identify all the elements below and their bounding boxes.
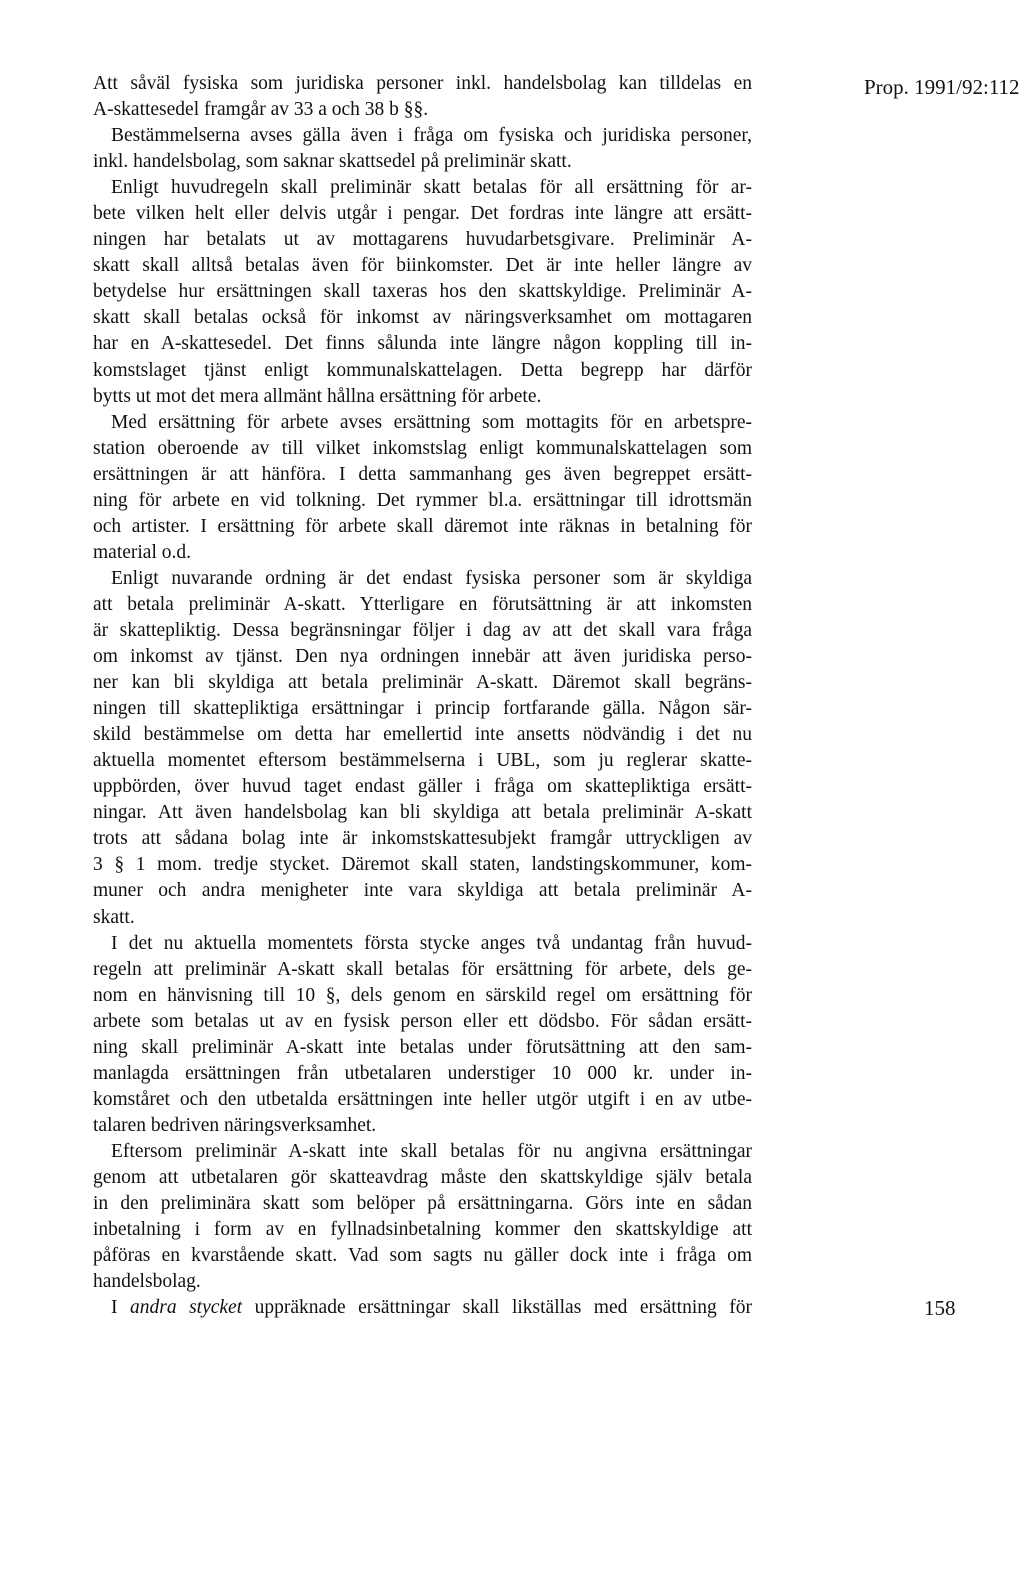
text-line: Eftersom preliminär A-skatt inte skall betalas för nu angivna ersättningar bbox=[111, 1140, 752, 1162]
text-line: inkl. handelsbolag, som saknar skattsedel på preliminär skatt. bbox=[93, 151, 572, 173]
text-line: station oberoende av till vilket inkomstslag enligt kommunalskattelagen som bbox=[93, 437, 752, 459]
text-line: handelsbolag. bbox=[93, 1271, 201, 1293]
text-line: ningen har betalats ut av mottagarens huvudarbetsgivare. Preliminär A- bbox=[93, 229, 752, 251]
text-line: Med ersättning för arbete avses ersättning som mottagits för en arbetspre- bbox=[111, 411, 752, 433]
text-line: Att såväl fysiska som juridiska personer inkl. handelsbolag kan tilldelas en bbox=[93, 73, 752, 94]
text-line: uppbörden, över huvud taget endast gäller i fråga om skattepliktiga ersätt- bbox=[93, 776, 752, 798]
text-line: Enligt huvudregeln skall preliminär skatt betalas för all ersättning för ar- bbox=[111, 177, 752, 199]
text-line: regeln att preliminär A-skatt skall betalas för ersättning för arbete, dels ge- bbox=[93, 958, 752, 980]
text-lines bbox=[93, 71, 752, 1295]
text-line: påföras en kvarstående skatt. Vad som sagts nu gäller dock inte i fråga om bbox=[93, 1245, 752, 1267]
text-line: A-skattesedel framgår av 33 a och 38 b §§. bbox=[93, 99, 429, 121]
text-line: Enligt nuvarande ordning är det endast fysiska personer som är skyldiga bbox=[111, 567, 752, 589]
text-line: skild bestämmelse om detta har emellertid inte ansetts nödvändig i det nu bbox=[93, 724, 752, 746]
text-line: manlagda ersättningen från utbetalaren understiger 10 000 kr. under in- bbox=[93, 1062, 752, 1084]
text-line: betydelse hur ersättningen skall taxeras hos den skattskyldige. Preliminär A- bbox=[93, 281, 752, 303]
page-number: 158 bbox=[924, 1296, 956, 1320]
text-line: skatt. bbox=[93, 906, 135, 928]
text-line: inbetalning i form av en fyllnadsinbetalning kommer den skattskyldige att bbox=[93, 1219, 752, 1241]
text-line: ersättningen är att hänföra. I detta sammanhang ges även begreppet ersätt- bbox=[93, 463, 752, 485]
text-line: Bestämmelserna avses gälla även i fråga om fysiska och juridiska personer, bbox=[111, 125, 752, 147]
text-line: har en A-skattesedel. Det finns sålunda inte längre någon koppling till in- bbox=[93, 333, 752, 355]
text-line: ningar. Att även handelsbolag kan bli skyldiga att betala preliminär A-skatt bbox=[93, 802, 752, 824]
text-line: ningen till skattepliktiga ersättningar i princip fortfarande gälla. Någon sär- bbox=[93, 698, 752, 720]
text-line: nom en hänvisning till 10 §, dels genom en särskild regel om ersättning för bbox=[93, 984, 752, 1006]
text-line: är skattepliktig. Dessa begränsningar följer i dag av att det skall vara fråga bbox=[93, 619, 752, 641]
text-line: trots att sådana bolag inte är inkomstskattesubjekt framgår uttryckligen av bbox=[93, 828, 752, 850]
text-line: komstslaget tjänst enligt kommunalskattelagen. Detta begrepp har därför bbox=[93, 359, 752, 381]
text-line: talaren bedriven näringsverksamhet. bbox=[93, 1114, 377, 1136]
text-line: material o.d. bbox=[93, 541, 192, 563]
text-line: arbete som betalas ut av en fysisk person eller ett dödsbo. För sådan ersätt- bbox=[93, 1010, 752, 1032]
text-line: bytts ut mot det mera allmänt hållna ersättning för arbete. bbox=[93, 385, 542, 407]
final-text-line bbox=[93, 1295, 752, 1321]
text-line: I det nu aktuella momentets första stycke anges två undantag från huvud- bbox=[111, 932, 752, 954]
text-line: komståret och den utbetalda ersättningen inte heller utgör utgift i en av utbe- bbox=[93, 1088, 752, 1110]
text-line: att betala preliminär A-skatt. Ytterligare en förutsättning är att inkomsten bbox=[93, 593, 752, 615]
text-line: aktuella momentet eftersom bestämmelserna i UBL, som ju reglerar skatte- bbox=[93, 750, 752, 772]
text-line: muner och andra menigheter inte vara skyldiga att betala preliminär A- bbox=[93, 880, 752, 902]
text-line: skatt skall alltså betalas även för biinkomster. Det är inte heller längre av bbox=[93, 255, 752, 277]
document-reference: Prop. 1991/92:112 bbox=[864, 75, 1020, 99]
text-line: och artister. I ersättning för arbete skall däremot inte räknas in betalning för bbox=[93, 515, 752, 537]
text-line: ning skall preliminär A-skatt inte betalas under förutsättning att den sam- bbox=[93, 1036, 752, 1058]
text-line: in den preliminära skatt som belöper på ersättningarna. Görs inte en sådan bbox=[93, 1193, 752, 1215]
text-line: 3 § 1 mom. tredje stycket. Däremot skall staten, landstingskommuner, kom- bbox=[93, 854, 752, 876]
text-line: ner kan bli skyldiga att betala preliminär A-skatt. Däremot skall begräns- bbox=[93, 672, 752, 694]
text-line: skatt skall betalas också för inkomst av näringsverksamhet om mottagaren bbox=[93, 307, 752, 329]
text-line: genom att utbetalaren gör skatteavdrag måste den skattskyldige själv betala bbox=[93, 1166, 752, 1188]
text-line: om inkomst av tjänst. Den nya ordningen innebär att även juridiska perso- bbox=[93, 646, 752, 668]
body-text bbox=[93, 71, 752, 1321]
text-line: bete vilken helt eller delvis utgår i pengar. Det fordras inte längre att ersätt- bbox=[93, 203, 752, 225]
final-line-italic: andra stycket bbox=[130, 1297, 243, 1319]
final-line-lead: I bbox=[111, 1297, 130, 1319]
final-line-rest: uppräknade ersättningar skall likställas med ersättning för bbox=[242, 1297, 752, 1319]
text-line: ning för arbete en vid tolkning. Det rymmer bl.a. ersättningar till idrottsmän bbox=[93, 489, 752, 511]
